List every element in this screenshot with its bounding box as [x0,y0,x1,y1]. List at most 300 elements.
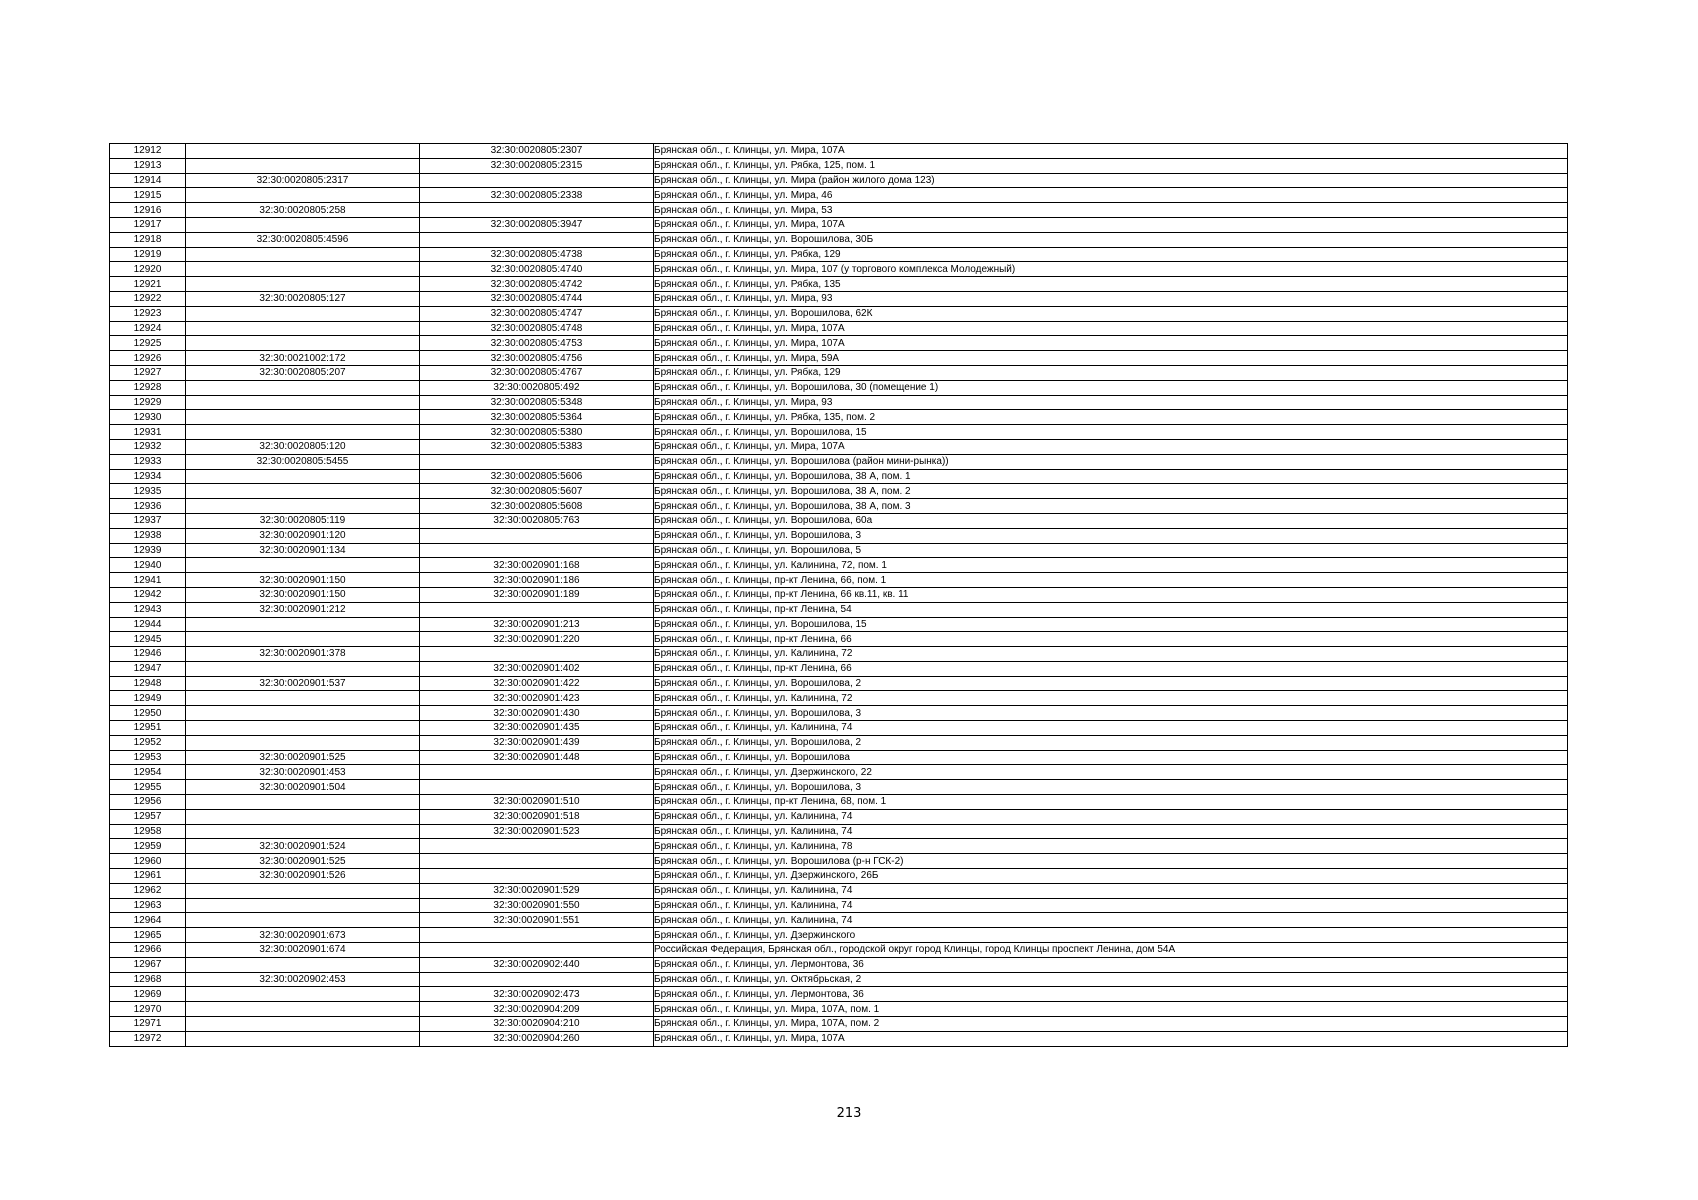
row-number-cell: 12951 [110,721,186,736]
object-cadastral-number-cell [420,173,654,188]
address-cell: Брянская обл., г. Клинцы, ул. Ворошилова, 30 (помещение 1) [654,380,1568,395]
cadastral-number-cell: 32:30:0020805:2317 [186,173,420,188]
object-cadastral-number-cell: 32:30:0020805:5348 [420,395,654,410]
cadastral-number-cell [186,721,420,736]
object-cadastral-number-cell: 32:30:0020805:5606 [420,469,654,484]
object-cadastral-number-cell: 32:30:0020805:5364 [420,410,654,425]
row-number-cell: 12952 [110,735,186,750]
table-row [110,691,1568,706]
object-cadastral-number-cell [420,543,654,558]
table-row [110,380,1568,395]
object-cadastral-number-cell [420,232,654,247]
cadastral-number-cell: 32:30:0020901:378 [186,647,420,662]
cadastral-number-cell [186,558,420,573]
object-cadastral-number-cell: 32:30:0020901:435 [420,721,654,736]
cadastral-number-cell [186,158,420,173]
object-cadastral-number-cell: 32:30:0020901:213 [420,617,654,632]
row-number-cell: 12924 [110,321,186,336]
table-row [110,173,1568,188]
row-number-cell: 12942 [110,587,186,602]
address-cell: Брянская обл., г. Клинцы, ул. Мира, 107А [654,336,1568,351]
table-row [110,943,1568,958]
cadastral-number-cell [186,913,420,928]
cadastral-number-cell [186,217,420,232]
object-cadastral-number-cell: 32:30:0020805:2315 [420,158,654,173]
table-row [110,661,1568,676]
table-row [110,365,1568,380]
table-row [110,262,1568,277]
row-number-cell: 12930 [110,410,186,425]
row-number-cell: 12932 [110,439,186,454]
row-number-cell: 12937 [110,513,186,528]
table-row [110,972,1568,987]
address-cell: Брянская обл., г. Клинцы, ул. Мира, 107 (у торгового комплекса Молодежный) [654,262,1568,277]
object-cadastral-number-cell: 32:30:0020901:510 [420,795,654,810]
address-cell: Брянская обл., г. Клинцы, ул. Ворошилова, 30Б [654,232,1568,247]
cadastral-number-cell: 32:30:0020805:120 [186,439,420,454]
address-cell: Брянская обл., г. Клинцы, ул. Ворошилова, 60а [654,513,1568,528]
row-number-cell: 12922 [110,291,186,306]
cadastral-number-cell [186,661,420,676]
address-cell: Брянская обл., г. Клинцы, ул. Ворошилова (район мини-рынка)) [654,454,1568,469]
row-number-cell: 12969 [110,987,186,1002]
address-cell: Брянская обл., г. Клинцы, ул. Рябка, 129 [654,365,1568,380]
table-row [110,232,1568,247]
address-cell: Брянская обл., г. Клинцы, ул. Калинина, 78 [654,839,1568,854]
table-row [110,809,1568,824]
table-row [110,735,1568,750]
cadastral-number-cell [186,395,420,410]
row-number-cell: 12918 [110,232,186,247]
row-number-cell: 12920 [110,262,186,277]
object-cadastral-number-cell: 32:30:0020805:4767 [420,365,654,380]
row-number-cell: 12959 [110,839,186,854]
cadastral-number-cell [186,188,420,203]
cadastral-number-cell: 32:30:0020901:525 [186,854,420,869]
cadastral-number-cell: 32:30:0020805:4596 [186,232,420,247]
table-row [110,351,1568,366]
address-cell: Брянская обл., г. Клинцы, ул. Ворошилова [654,750,1568,765]
table-row [110,217,1568,232]
table-row [110,869,1568,884]
row-number-cell: 12941 [110,573,186,588]
row-number-cell: 12936 [110,499,186,514]
address-cell: Брянская обл., г. Клинцы, ул. Калинина, 72 [654,647,1568,662]
cadastral-number-cell: 32:30:0020901:526 [186,869,420,884]
address-cell: Брянская обл., г. Клинцы, ул. Ворошилова, 38 А, пом. 2 [654,484,1568,499]
object-cadastral-number-cell: 32:30:0020805:4738 [420,247,654,262]
cadastral-number-cell [186,987,420,1002]
table-row [110,765,1568,780]
address-cell: Брянская обл., г. Клинцы, ул. Рябка, 135, пом. 2 [654,410,1568,425]
address-cell: Брянская обл., г. Клинцы, ул. Дзержинского, 22 [654,765,1568,780]
row-number-cell: 12919 [110,247,186,262]
cadastral-number-cell: 32:30:0020901:120 [186,528,420,543]
row-number-cell: 12966 [110,943,186,958]
table-row [110,528,1568,543]
table-row [110,336,1568,351]
object-cadastral-number-cell: 32:30:0020901:439 [420,735,654,750]
cadastral-number-cell [186,1017,420,1032]
row-number-cell: 12962 [110,883,186,898]
cadastral-number-cell [186,469,420,484]
object-cadastral-number-cell: 32:30:0020901:518 [420,809,654,824]
object-cadastral-number-cell: 32:30:0020901:529 [420,883,654,898]
address-cell: Брянская обл., г. Клинцы, ул. Калинина, 74 [654,898,1568,913]
table-row [110,883,1568,898]
cadastral-number-cell: 32:30:0020902:453 [186,972,420,987]
address-cell: Брянская обл., г. Клинцы, ул. Рябка, 129 [654,247,1568,262]
row-number-cell: 12933 [110,454,186,469]
object-cadastral-number-cell [420,928,654,943]
object-cadastral-number-cell: 32:30:0020901:402 [420,661,654,676]
address-cell: Брянская обл., г. Клинцы, ул. Ворошилова, 62К [654,306,1568,321]
row-number-cell: 12931 [110,425,186,440]
table-row [110,499,1568,514]
row-number-cell: 12929 [110,395,186,410]
address-cell: Брянская обл., г. Клинцы, ул. Калинина, 74 [654,883,1568,898]
object-cadastral-number-cell: 32:30:0020901:189 [420,587,654,602]
cadastral-number-cell: 32:30:0020901:212 [186,602,420,617]
cadastral-number-cell [186,277,420,292]
row-number-cell: 12946 [110,647,186,662]
address-cell: Брянская обл., г. Клинцы, ул. Лермонтова, 36 [654,987,1568,1002]
row-number-cell: 12944 [110,617,186,632]
row-number-cell: 12957 [110,809,186,824]
cadastral-number-cell: 32:30:0020901:537 [186,676,420,691]
object-cadastral-number-cell: 32:30:0020901:430 [420,706,654,721]
cadastral-number-cell [186,632,420,647]
row-number-cell: 12949 [110,691,186,706]
cadastral-number-cell [186,706,420,721]
cadastral-number-cell: 32:30:0020805:127 [186,291,420,306]
address-cell: Брянская обл., г. Клинцы, ул. Мира, 107А [654,217,1568,232]
table-row [110,469,1568,484]
cadastral-number-cell: 32:30:0020901:453 [186,765,420,780]
address-cell: Брянская обл., г. Клинцы, ул. Мира, 107А [654,1031,1568,1046]
cadastral-number-cell: 32:30:0020901:150 [186,573,420,588]
cadastral-number-cell: 32:30:0021002:172 [186,351,420,366]
table-row [110,839,1568,854]
object-cadastral-number-cell: 32:30:0020805:2307 [420,144,654,159]
cadastral-number-cell [186,144,420,159]
address-cell: Брянская обл., г. Клинцы, пр-кт Ленина, 66, пом. 1 [654,573,1568,588]
row-number-cell: 12925 [110,336,186,351]
address-cell: Брянская обл., г. Клинцы, ул. Ворошилова, 2 [654,735,1568,750]
row-number-cell: 12912 [110,144,186,159]
row-number-cell: 12947 [110,661,186,676]
table-row [110,573,1568,588]
table-row [110,1002,1568,1017]
table-row [110,144,1568,159]
table-row [110,158,1568,173]
object-cadastral-number-cell: 32:30:0020805:4744 [420,291,654,306]
cadastral-number-cell [186,262,420,277]
row-number-cell: 12945 [110,632,186,647]
address-cell: Российская Федерация, Брянская обл., городской округ город Клинцы, город Клинцы проспект Ленина, дом 54А [654,943,1568,958]
table-row [110,188,1568,203]
row-number-cell: 12950 [110,706,186,721]
object-cadastral-number-cell: 32:30:0020901:551 [420,913,654,928]
address-cell: Брянская обл., г. Клинцы, ул. Октябрьская, 2 [654,972,1568,987]
cadastral-number-cell: 32:30:0020901:525 [186,750,420,765]
page-number: 213 [836,1106,862,1121]
object-cadastral-number-cell [420,972,654,987]
cadastral-number-cell [186,809,420,824]
row-number-cell: 12971 [110,1017,186,1032]
object-cadastral-number-cell: 32:30:0020901:523 [420,824,654,839]
object-cadastral-number-cell: 32:30:0020805:5383 [420,439,654,454]
object-cadastral-number-cell: 32:30:0020901:423 [420,691,654,706]
row-number-cell: 12928 [110,380,186,395]
cadastral-number-cell [186,617,420,632]
address-cell: Брянская обл., г. Клинцы, ул. Ворошилова, 5 [654,543,1568,558]
table-row [110,543,1568,558]
cadastral-number-cell: 32:30:0020901:524 [186,839,420,854]
cadastral-number-cell [186,321,420,336]
object-cadastral-number-cell [420,602,654,617]
table-row [110,587,1568,602]
object-cadastral-number-cell: 32:30:0020901:448 [420,750,654,765]
registry-table-body [110,144,1568,1047]
row-number-cell: 12953 [110,750,186,765]
object-cadastral-number-cell [420,765,654,780]
cadastral-number-cell [186,484,420,499]
table-row [110,425,1568,440]
table-row [110,1017,1568,1032]
cadastral-number-cell: 32:30:0020901:674 [186,943,420,958]
row-number-cell: 12965 [110,928,186,943]
row-number-cell: 12915 [110,188,186,203]
cadastral-number-cell [186,957,420,972]
cadastral-number-cell [186,735,420,750]
row-number-cell: 12923 [110,306,186,321]
address-cell: Брянская обл., г. Клинцы, ул. Ворошилова, 3 [654,706,1568,721]
cadastral-number-cell [186,795,420,810]
cadastral-number-cell [186,1031,420,1046]
address-cell: Брянская обл., г. Клинцы, ул. Ворошилова, 38 А, пом. 3 [654,499,1568,514]
object-cadastral-number-cell: 32:30:0020904:260 [420,1031,654,1046]
cadastral-number-cell [186,1002,420,1017]
cadastral-number-cell [186,336,420,351]
table-row [110,913,1568,928]
row-number-cell: 12927 [110,365,186,380]
cadastral-number-cell: 32:30:0020901:504 [186,780,420,795]
cadastral-number-cell: 32:30:0020805:207 [186,365,420,380]
object-cadastral-number-cell: 32:30:0020901:220 [420,632,654,647]
table-row [110,602,1568,617]
cadastral-number-cell [186,410,420,425]
address-cell: Брянская обл., г. Клинцы, ул. Ворошилова, 15 [654,617,1568,632]
row-number-cell: 12964 [110,913,186,928]
object-cadastral-number-cell: 32:30:0020805:4753 [420,336,654,351]
object-cadastral-number-cell: 32:30:0020904:210 [420,1017,654,1032]
address-cell: Брянская обл., г. Клинцы, пр-кт Ленина, 68, пом. 1 [654,795,1568,810]
row-number-cell: 12914 [110,173,186,188]
cadastral-number-cell [186,425,420,440]
object-cadastral-number-cell: 32:30:0020805:4756 [420,351,654,366]
row-number-cell: 12913 [110,158,186,173]
row-number-cell: 12935 [110,484,186,499]
row-number-cell: 12970 [110,1002,186,1017]
address-cell: Брянская обл., г. Клинцы, пр-кт Ленина, 66 кв.11, кв. 11 [654,587,1568,602]
row-number-cell: 12967 [110,957,186,972]
object-cadastral-number-cell: 32:30:0020902:440 [420,957,654,972]
address-cell: Брянская обл., г. Клинцы, ул. Рябка, 125, пом. 1 [654,158,1568,173]
row-number-cell: 12943 [110,602,186,617]
cadastral-number-cell [186,247,420,262]
row-number-cell: 12961 [110,869,186,884]
address-cell: Брянская обл., г. Клинцы, ул. Калинина, 74 [654,913,1568,928]
address-cell: Брянская обл., г. Клинцы, ул. Дзержинского [654,928,1568,943]
table-row [110,647,1568,662]
address-cell: Брянская обл., г. Клинцы, ул. Мира, 59А [654,351,1568,366]
table-row [110,706,1568,721]
object-cadastral-number-cell [420,780,654,795]
address-cell: Брянская обл., г. Клинцы, ул. Калинина, 72 [654,691,1568,706]
address-cell: Брянская обл., г. Клинцы, пр-кт Ленина, 66 [654,661,1568,676]
table-row [110,247,1568,262]
address-cell: Брянская обл., г. Клинцы, пр-кт Ленина, 54 [654,602,1568,617]
table-row [110,617,1568,632]
object-cadastral-number-cell: 32:30:0020805:4747 [420,306,654,321]
table-row [110,1031,1568,1046]
row-number-cell: 12955 [110,780,186,795]
object-cadastral-number-cell: 32:30:0020901:186 [420,573,654,588]
table-row [110,513,1568,528]
table-row [110,410,1568,425]
row-number-cell: 12968 [110,972,186,987]
table-row [110,824,1568,839]
table-row [110,957,1568,972]
address-cell: Брянская обл., г. Клинцы, ул. Ворошилова, 3 [654,780,1568,795]
cadastral-number-cell: 32:30:0020901:673 [186,928,420,943]
object-cadastral-number-cell: 32:30:0020805:5607 [420,484,654,499]
object-cadastral-number-cell [420,839,654,854]
row-number-cell: 12926 [110,351,186,366]
cadastral-number-cell [186,898,420,913]
table-row [110,928,1568,943]
object-cadastral-number-cell: 32:30:0020805:4742 [420,277,654,292]
table-row [110,854,1568,869]
table-row [110,439,1568,454]
row-number-cell: 12917 [110,217,186,232]
address-cell: Брянская обл., г. Клинцы, ул. Калинина, 74 [654,809,1568,824]
row-number-cell: 12938 [110,528,186,543]
object-cadastral-number-cell [420,943,654,958]
address-cell: Брянская обл., г. Клинцы, ул. Калинина, 74 [654,721,1568,736]
address-cell: Брянская обл., г. Клинцы, ул. Ворошилова, 15 [654,425,1568,440]
object-cadastral-number-cell: 32:30:0020901:422 [420,676,654,691]
address-cell: Брянская обл., г. Клинцы, ул. Мира, 53 [654,203,1568,218]
table-row [110,484,1568,499]
cadastral-number-cell [186,824,420,839]
object-cadastral-number-cell: 32:30:0020902:473 [420,987,654,1002]
table-row [110,306,1568,321]
table-row [110,558,1568,573]
cadastral-number-cell [186,691,420,706]
cadastral-number-cell [186,380,420,395]
address-cell: Брянская обл., г. Клинцы, ул. Мира, 93 [654,395,1568,410]
row-number-cell: 12960 [110,854,186,869]
object-cadastral-number-cell: 32:30:0020805:4740 [420,262,654,277]
object-cadastral-number-cell [420,454,654,469]
table-row [110,780,1568,795]
object-cadastral-number-cell: 32:30:0020901:168 [420,558,654,573]
table-row [110,277,1568,292]
row-number-cell: 12954 [110,765,186,780]
address-cell: Брянская обл., г. Клинцы, ул. Мира, 107А [654,439,1568,454]
table-row [110,632,1568,647]
object-cadastral-number-cell: 32:30:0020805:763 [420,513,654,528]
address-cell: Брянская обл., г. Клинцы, ул. Ворошилова, 3 [654,528,1568,543]
table-row [110,321,1568,336]
registry-table [109,143,1568,1047]
object-cadastral-number-cell [420,203,654,218]
address-cell: Брянская обл., г. Клинцы, ул. Калинина, 74 [654,824,1568,839]
address-cell: Брянская обл., г. Клинцы, ул. Мира, 46 [654,188,1568,203]
cadastral-number-cell: 32:30:0020805:5455 [186,454,420,469]
address-cell: Брянская обл., г. Клинцы, пр-кт Ленина, 66 [654,632,1568,647]
object-cadastral-number-cell [420,528,654,543]
address-cell: Брянская обл., г. Клинцы, ул. Калинина, 72, пом. 1 [654,558,1568,573]
table-row [110,291,1568,306]
row-number-cell: 12956 [110,795,186,810]
object-cadastral-number-cell [420,647,654,662]
row-number-cell: 12921 [110,277,186,292]
address-cell: Брянская обл., г. Клинцы, ул. Рябка, 135 [654,277,1568,292]
address-cell: Брянская обл., г. Клинцы, ул. Мира, 107А [654,144,1568,159]
address-cell: Брянская обл., г. Клинцы, ул. Мира, 107А [654,321,1568,336]
address-cell: Брянская обл., г. Клинцы, ул. Ворошилова, 38 А, пом. 1 [654,469,1568,484]
table-row [110,750,1568,765]
address-cell: Брянская обл., г. Клинцы, ул. Мира (район жилого дома 123) [654,173,1568,188]
table-row [110,676,1568,691]
object-cadastral-number-cell [420,869,654,884]
object-cadastral-number-cell: 32:30:0020805:5380 [420,425,654,440]
table-row [110,721,1568,736]
table-row [110,454,1568,469]
cadastral-number-cell [186,883,420,898]
object-cadastral-number-cell: 32:30:0020805:3947 [420,217,654,232]
row-number-cell: 12934 [110,469,186,484]
object-cadastral-number-cell [420,854,654,869]
table-row [110,898,1568,913]
row-number-cell: 12972 [110,1031,186,1046]
cadastral-number-cell: 32:30:0020901:150 [186,587,420,602]
address-cell: Брянская обл., г. Клинцы, ул. Лермонтова, 36 [654,957,1568,972]
row-number-cell: 12940 [110,558,186,573]
object-cadastral-number-cell: 32:30:0020805:5608 [420,499,654,514]
cadastral-number-cell: 32:30:0020901:134 [186,543,420,558]
object-cadastral-number-cell: 32:30:0020805:4748 [420,321,654,336]
table-row [110,987,1568,1002]
address-cell: Брянская обл., г. Клинцы, ул. Мира, 107А, пом. 2 [654,1017,1568,1032]
address-cell: Брянская обл., г. Клинцы, ул. Мира, 93 [654,291,1568,306]
object-cadastral-number-cell: 32:30:0020805:492 [420,380,654,395]
row-number-cell: 12948 [110,676,186,691]
address-cell: Брянская обл., г. Клинцы, ул. Мира, 107А, пом. 1 [654,1002,1568,1017]
row-number-cell: 12963 [110,898,186,913]
address-cell: Брянская обл., г. Клинцы, ул. Дзержинского, 26Б [654,869,1568,884]
cadastral-number-cell [186,306,420,321]
table-row [110,795,1568,810]
row-number-cell: 12939 [110,543,186,558]
table-row [110,203,1568,218]
cadastral-number-cell [186,499,420,514]
object-cadastral-number-cell: 32:30:0020901:550 [420,898,654,913]
object-cadastral-number-cell: 32:30:0020805:2338 [420,188,654,203]
